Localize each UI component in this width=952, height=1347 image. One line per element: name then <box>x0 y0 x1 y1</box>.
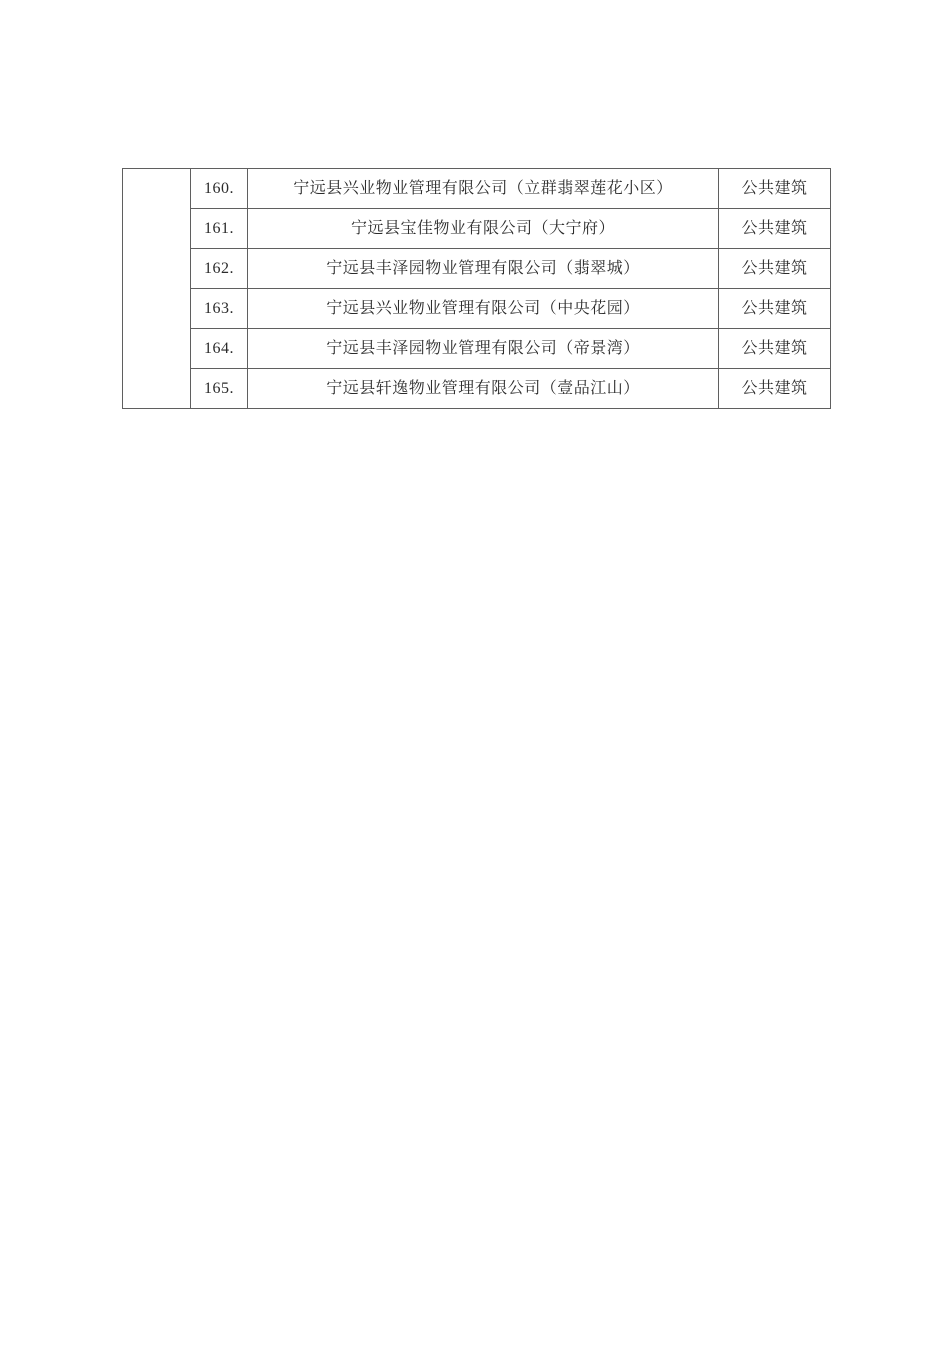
empty-spacer-cell <box>123 169 191 409</box>
building-category-cell: 公共建筑 <box>719 249 831 289</box>
table-row <box>123 369 831 409</box>
table-row <box>123 209 831 249</box>
row-number-cell: 162. <box>191 249 248 289</box>
row-number-cell: 163. <box>191 289 248 329</box>
building-category-cell: 公共建筑 <box>719 369 831 409</box>
row-number-cell: 160. <box>191 169 248 209</box>
table-body <box>123 169 831 409</box>
company-name-cell: 宁远县丰泽园物业管理有限公司（翡翠城） <box>248 249 719 289</box>
table-row <box>123 169 831 209</box>
property-companies-table <box>122 168 831 409</box>
row-number-cell: 161. <box>191 209 248 249</box>
row-number-cell: 165. <box>191 369 248 409</box>
company-name-cell: 宁远县兴业物业管理有限公司（中央花园） <box>248 289 719 329</box>
company-name-cell: 宁远县丰泽园物业管理有限公司（帝景湾） <box>248 329 719 369</box>
building-category-cell: 公共建筑 <box>719 289 831 329</box>
company-name-cell: 宁远县宝佳物业有限公司（大宁府） <box>248 209 719 249</box>
company-name-cell: 宁远县轩逸物业管理有限公司（壹品江山） <box>248 369 719 409</box>
building-category-cell: 公共建筑 <box>719 169 831 209</box>
company-name-cell: 宁远县兴业物业管理有限公司（立群翡翠莲花小区） <box>248 169 719 209</box>
table-row <box>123 289 831 329</box>
building-category-cell: 公共建筑 <box>719 329 831 369</box>
table-row <box>123 329 831 369</box>
table-row <box>123 249 831 289</box>
building-category-cell: 公共建筑 <box>719 209 831 249</box>
row-number-cell: 164. <box>191 329 248 369</box>
